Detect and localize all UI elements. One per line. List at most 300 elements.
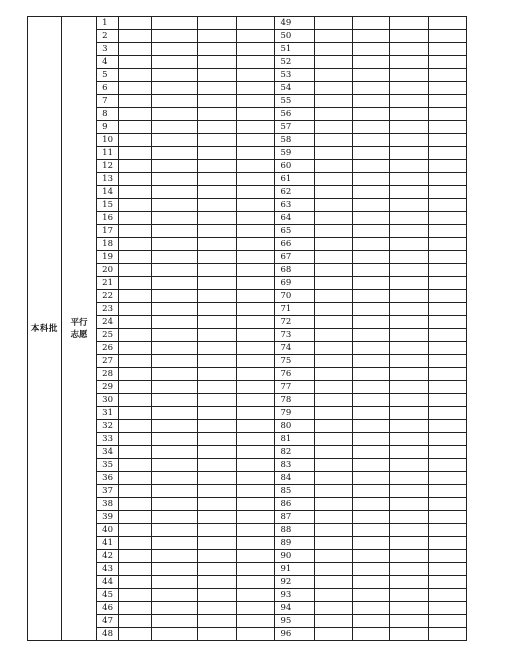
blank-cell[interactable] [314, 355, 353, 368]
blank-cell[interactable] [353, 277, 390, 290]
blank-cell[interactable] [198, 420, 237, 433]
blank-cell[interactable] [118, 420, 151, 433]
blank-cell[interactable] [118, 433, 151, 446]
blank-cell[interactable] [428, 199, 467, 212]
blank-cell[interactable] [314, 134, 353, 147]
blank-cell[interactable] [353, 147, 390, 160]
blank-cell[interactable] [236, 459, 275, 472]
blank-cell[interactable] [118, 407, 151, 420]
blank-cell[interactable] [314, 43, 353, 56]
blank-cell[interactable] [118, 160, 151, 173]
blank-cell[interactable] [314, 511, 353, 524]
blank-cell[interactable] [118, 251, 151, 264]
blank-cell[interactable] [353, 316, 390, 329]
blank-cell[interactable] [198, 394, 237, 407]
blank-cell[interactable] [314, 394, 353, 407]
blank-cell[interactable] [118, 615, 151, 628]
blank-cell[interactable] [198, 17, 237, 30]
blank-cell[interactable] [314, 459, 353, 472]
blank-cell[interactable] [428, 576, 467, 589]
blank-cell[interactable] [151, 43, 197, 56]
blank-cell[interactable] [198, 329, 237, 342]
blank-cell[interactable] [151, 225, 197, 238]
blank-cell[interactable] [198, 524, 237, 537]
blank-cell[interactable] [428, 498, 467, 511]
blank-cell[interactable] [390, 173, 429, 186]
blank-cell[interactable] [314, 368, 353, 381]
blank-cell[interactable] [314, 251, 353, 264]
blank-cell[interactable] [353, 134, 390, 147]
blank-cell[interactable] [198, 511, 237, 524]
blank-cell[interactable] [198, 316, 237, 329]
blank-cell[interactable] [314, 615, 353, 628]
blank-cell[interactable] [198, 550, 237, 563]
blank-cell[interactable] [428, 394, 467, 407]
blank-cell[interactable] [118, 550, 151, 563]
blank-cell[interactable] [151, 446, 197, 459]
blank-cell[interactable] [314, 602, 353, 615]
blank-cell[interactable] [151, 524, 197, 537]
blank-cell[interactable] [314, 316, 353, 329]
blank-cell[interactable] [353, 225, 390, 238]
blank-cell[interactable] [314, 537, 353, 550]
blank-cell[interactable] [236, 576, 275, 589]
blank-cell[interactable] [390, 277, 429, 290]
blank-cell[interactable] [236, 147, 275, 160]
blank-cell[interactable] [198, 368, 237, 381]
blank-cell[interactable] [118, 43, 151, 56]
blank-cell[interactable] [151, 394, 197, 407]
blank-cell[interactable] [198, 576, 237, 589]
blank-cell[interactable] [390, 498, 429, 511]
blank-cell[interactable] [151, 550, 197, 563]
blank-cell[interactable] [390, 238, 429, 251]
blank-cell[interactable] [236, 420, 275, 433]
blank-cell[interactable] [428, 511, 467, 524]
blank-cell[interactable] [428, 368, 467, 381]
blank-cell[interactable] [118, 602, 151, 615]
blank-cell[interactable] [428, 290, 467, 303]
blank-cell[interactable] [151, 420, 197, 433]
blank-cell[interactable] [390, 212, 429, 225]
blank-cell[interactable] [314, 381, 353, 394]
blank-cell[interactable] [428, 56, 467, 69]
blank-cell[interactable] [428, 17, 467, 30]
blank-cell[interactable] [314, 342, 353, 355]
blank-cell[interactable] [118, 134, 151, 147]
blank-cell[interactable] [236, 173, 275, 186]
blank-cell[interactable] [428, 43, 467, 56]
blank-cell[interactable] [118, 446, 151, 459]
blank-cell[interactable] [353, 394, 390, 407]
blank-cell[interactable] [353, 199, 390, 212]
blank-cell[interactable] [314, 485, 353, 498]
blank-cell[interactable] [353, 108, 390, 121]
blank-cell[interactable] [390, 30, 429, 43]
blank-cell[interactable] [118, 472, 151, 485]
blank-cell[interactable] [314, 329, 353, 342]
blank-cell[interactable] [353, 524, 390, 537]
blank-cell[interactable] [118, 329, 151, 342]
blank-cell[interactable] [390, 407, 429, 420]
blank-cell[interactable] [151, 433, 197, 446]
blank-cell[interactable] [118, 628, 151, 641]
blank-cell[interactable] [198, 199, 237, 212]
blank-cell[interactable] [236, 43, 275, 56]
blank-cell[interactable] [314, 472, 353, 485]
blank-cell[interactable] [118, 82, 151, 95]
blank-cell[interactable] [198, 381, 237, 394]
blank-cell[interactable] [428, 329, 467, 342]
blank-cell[interactable] [314, 498, 353, 511]
blank-cell[interactable] [236, 17, 275, 30]
blank-cell[interactable] [390, 446, 429, 459]
blank-cell[interactable] [198, 56, 237, 69]
blank-cell[interactable] [236, 303, 275, 316]
blank-cell[interactable] [118, 277, 151, 290]
blank-cell[interactable] [118, 147, 151, 160]
blank-cell[interactable] [118, 303, 151, 316]
blank-cell[interactable] [198, 264, 237, 277]
blank-cell[interactable] [236, 121, 275, 134]
blank-cell[interactable] [314, 82, 353, 95]
blank-cell[interactable] [118, 225, 151, 238]
blank-cell[interactable] [118, 355, 151, 368]
blank-cell[interactable] [428, 589, 467, 602]
blank-cell[interactable] [390, 225, 429, 238]
blank-cell[interactable] [314, 576, 353, 589]
blank-cell[interactable] [428, 628, 467, 641]
blank-cell[interactable] [314, 121, 353, 134]
blank-cell[interactable] [236, 134, 275, 147]
blank-cell[interactable] [236, 316, 275, 329]
blank-cell[interactable] [151, 147, 197, 160]
blank-cell[interactable] [390, 56, 429, 69]
blank-cell[interactable] [353, 615, 390, 628]
blank-cell[interactable] [118, 95, 151, 108]
blank-cell[interactable] [236, 433, 275, 446]
blank-cell[interactable] [314, 524, 353, 537]
blank-cell[interactable] [198, 160, 237, 173]
blank-cell[interactable] [118, 108, 151, 121]
blank-cell[interactable] [151, 368, 197, 381]
blank-cell[interactable] [428, 550, 467, 563]
blank-cell[interactable] [390, 290, 429, 303]
blank-cell[interactable] [198, 43, 237, 56]
blank-cell[interactable] [390, 303, 429, 316]
blank-cell[interactable] [314, 433, 353, 446]
blank-cell[interactable] [236, 589, 275, 602]
blank-cell[interactable] [314, 69, 353, 82]
blank-cell[interactable] [151, 121, 197, 134]
blank-cell[interactable] [198, 472, 237, 485]
blank-cell[interactable] [236, 498, 275, 511]
blank-cell[interactable] [151, 407, 197, 420]
blank-cell[interactable] [198, 498, 237, 511]
blank-cell[interactable] [390, 394, 429, 407]
blank-cell[interactable] [353, 251, 390, 264]
blank-cell[interactable] [314, 212, 353, 225]
blank-cell[interactable] [390, 43, 429, 56]
blank-cell[interactable] [198, 225, 237, 238]
blank-cell[interactable] [118, 381, 151, 394]
blank-cell[interactable] [236, 355, 275, 368]
blank-cell[interactable] [353, 290, 390, 303]
blank-cell[interactable] [198, 30, 237, 43]
blank-cell[interactable] [151, 69, 197, 82]
blank-cell[interactable] [151, 602, 197, 615]
blank-cell[interactable] [236, 628, 275, 641]
blank-cell[interactable] [314, 147, 353, 160]
blank-cell[interactable] [353, 342, 390, 355]
blank-cell[interactable] [428, 186, 467, 199]
blank-cell[interactable] [118, 576, 151, 589]
blank-cell[interactable] [428, 82, 467, 95]
blank-cell[interactable] [236, 56, 275, 69]
blank-cell[interactable] [353, 407, 390, 420]
blank-cell[interactable] [428, 459, 467, 472]
blank-cell[interactable] [198, 212, 237, 225]
blank-cell[interactable] [151, 277, 197, 290]
blank-cell[interactable] [390, 186, 429, 199]
blank-cell[interactable] [353, 173, 390, 186]
blank-cell[interactable] [236, 446, 275, 459]
blank-cell[interactable] [428, 446, 467, 459]
blank-cell[interactable] [390, 472, 429, 485]
blank-cell[interactable] [198, 537, 237, 550]
blank-cell[interactable] [198, 433, 237, 446]
blank-cell[interactable] [353, 563, 390, 576]
blank-cell[interactable] [198, 186, 237, 199]
blank-cell[interactable] [118, 56, 151, 69]
blank-cell[interactable] [390, 147, 429, 160]
blank-cell[interactable] [151, 342, 197, 355]
blank-cell[interactable] [353, 43, 390, 56]
blank-cell[interactable] [118, 69, 151, 82]
blank-cell[interactable] [353, 628, 390, 641]
blank-cell[interactable] [236, 550, 275, 563]
blank-cell[interactable] [428, 342, 467, 355]
blank-cell[interactable] [236, 407, 275, 420]
blank-cell[interactable] [198, 108, 237, 121]
blank-cell[interactable] [151, 615, 197, 628]
blank-cell[interactable] [118, 563, 151, 576]
blank-cell[interactable] [314, 95, 353, 108]
blank-cell[interactable] [236, 368, 275, 381]
blank-cell[interactable] [151, 134, 197, 147]
blank-cell[interactable] [151, 303, 197, 316]
blank-cell[interactable] [353, 537, 390, 550]
blank-cell[interactable] [428, 563, 467, 576]
blank-cell[interactable] [353, 472, 390, 485]
blank-cell[interactable] [118, 342, 151, 355]
blank-cell[interactable] [236, 69, 275, 82]
blank-cell[interactable] [314, 589, 353, 602]
blank-cell[interactable] [390, 381, 429, 394]
blank-cell[interactable] [353, 420, 390, 433]
blank-cell[interactable] [353, 212, 390, 225]
blank-cell[interactable] [390, 199, 429, 212]
blank-cell[interactable] [314, 238, 353, 251]
blank-cell[interactable] [390, 524, 429, 537]
blank-cell[interactable] [236, 225, 275, 238]
blank-cell[interactable] [236, 394, 275, 407]
blank-cell[interactable] [151, 485, 197, 498]
blank-cell[interactable] [151, 628, 197, 641]
blank-cell[interactable] [198, 69, 237, 82]
blank-cell[interactable] [118, 238, 151, 251]
blank-cell[interactable] [314, 420, 353, 433]
blank-cell[interactable] [428, 472, 467, 485]
blank-cell[interactable] [198, 407, 237, 420]
blank-cell[interactable] [390, 121, 429, 134]
blank-cell[interactable] [428, 238, 467, 251]
blank-cell[interactable] [428, 407, 467, 420]
blank-cell[interactable] [314, 108, 353, 121]
blank-cell[interactable] [353, 303, 390, 316]
blank-cell[interactable] [118, 368, 151, 381]
blank-cell[interactable] [353, 498, 390, 511]
blank-cell[interactable] [390, 537, 429, 550]
blank-cell[interactable] [118, 524, 151, 537]
blank-cell[interactable] [151, 212, 197, 225]
blank-cell[interactable] [151, 17, 197, 30]
blank-cell[interactable] [390, 17, 429, 30]
blank-cell[interactable] [151, 30, 197, 43]
blank-cell[interactable] [198, 355, 237, 368]
blank-cell[interactable] [236, 511, 275, 524]
blank-cell[interactable] [390, 550, 429, 563]
blank-cell[interactable] [353, 186, 390, 199]
blank-cell[interactable] [428, 95, 467, 108]
blank-cell[interactable] [151, 173, 197, 186]
blank-cell[interactable] [428, 485, 467, 498]
blank-cell[interactable] [236, 602, 275, 615]
blank-cell[interactable] [314, 446, 353, 459]
blank-cell[interactable] [198, 82, 237, 95]
blank-cell[interactable] [390, 628, 429, 641]
blank-cell[interactable] [353, 589, 390, 602]
blank-cell[interactable] [390, 433, 429, 446]
blank-cell[interactable] [236, 30, 275, 43]
blank-cell[interactable] [236, 537, 275, 550]
blank-cell[interactable] [151, 82, 197, 95]
blank-cell[interactable] [314, 407, 353, 420]
blank-cell[interactable] [198, 121, 237, 134]
blank-cell[interactable] [198, 628, 237, 641]
blank-cell[interactable] [314, 30, 353, 43]
blank-cell[interactable] [118, 212, 151, 225]
blank-cell[interactable] [314, 303, 353, 316]
blank-cell[interactable] [353, 550, 390, 563]
blank-cell[interactable] [314, 225, 353, 238]
blank-cell[interactable] [428, 537, 467, 550]
blank-cell[interactable] [390, 134, 429, 147]
blank-cell[interactable] [236, 108, 275, 121]
blank-cell[interactable] [353, 485, 390, 498]
blank-cell[interactable] [151, 537, 197, 550]
blank-cell[interactable] [428, 225, 467, 238]
blank-cell[interactable] [390, 602, 429, 615]
blank-cell[interactable] [198, 173, 237, 186]
blank-cell[interactable] [428, 121, 467, 134]
blank-cell[interactable] [198, 615, 237, 628]
blank-cell[interactable] [118, 30, 151, 43]
blank-cell[interactable] [118, 290, 151, 303]
blank-cell[interactable] [428, 251, 467, 264]
blank-cell[interactable] [118, 173, 151, 186]
blank-cell[interactable] [118, 589, 151, 602]
blank-cell[interactable] [198, 485, 237, 498]
blank-cell[interactable] [428, 420, 467, 433]
blank-cell[interactable] [314, 628, 353, 641]
blank-cell[interactable] [151, 108, 197, 121]
blank-cell[interactable] [236, 615, 275, 628]
blank-cell[interactable] [198, 303, 237, 316]
blank-cell[interactable] [428, 173, 467, 186]
blank-cell[interactable] [151, 511, 197, 524]
blank-cell[interactable] [151, 95, 197, 108]
blank-cell[interactable] [390, 251, 429, 264]
blank-cell[interactable] [198, 290, 237, 303]
blank-cell[interactable] [198, 563, 237, 576]
blank-cell[interactable] [353, 459, 390, 472]
blank-cell[interactable] [151, 498, 197, 511]
blank-cell[interactable] [198, 251, 237, 264]
blank-cell[interactable] [390, 160, 429, 173]
blank-cell[interactable] [236, 563, 275, 576]
blank-cell[interactable] [390, 459, 429, 472]
blank-cell[interactable] [428, 602, 467, 615]
blank-cell[interactable] [428, 615, 467, 628]
blank-cell[interactable] [428, 277, 467, 290]
blank-cell[interactable] [198, 134, 237, 147]
blank-cell[interactable] [314, 17, 353, 30]
blank-cell[interactable] [118, 186, 151, 199]
blank-cell[interactable] [353, 381, 390, 394]
blank-cell[interactable] [151, 238, 197, 251]
blank-cell[interactable] [118, 459, 151, 472]
blank-cell[interactable] [390, 589, 429, 602]
blank-cell[interactable] [314, 186, 353, 199]
blank-cell[interactable] [236, 342, 275, 355]
blank-cell[interactable] [353, 95, 390, 108]
blank-cell[interactable] [314, 550, 353, 563]
blank-cell[interactable] [390, 420, 429, 433]
blank-cell[interactable] [151, 589, 197, 602]
blank-cell[interactable] [236, 199, 275, 212]
blank-cell[interactable] [390, 264, 429, 277]
blank-cell[interactable] [198, 446, 237, 459]
blank-cell[interactable] [353, 121, 390, 134]
blank-cell[interactable] [198, 238, 237, 251]
blank-cell[interactable] [151, 381, 197, 394]
blank-cell[interactable] [390, 316, 429, 329]
blank-cell[interactable] [428, 264, 467, 277]
blank-cell[interactable] [353, 433, 390, 446]
blank-cell[interactable] [314, 563, 353, 576]
blank-cell[interactable] [428, 108, 467, 121]
blank-cell[interactable] [151, 290, 197, 303]
blank-cell[interactable] [353, 602, 390, 615]
blank-cell[interactable] [390, 485, 429, 498]
blank-cell[interactable] [314, 199, 353, 212]
blank-cell[interactable] [390, 511, 429, 524]
blank-cell[interactable] [198, 342, 237, 355]
blank-cell[interactable] [390, 355, 429, 368]
blank-cell[interactable] [390, 342, 429, 355]
blank-cell[interactable] [236, 95, 275, 108]
